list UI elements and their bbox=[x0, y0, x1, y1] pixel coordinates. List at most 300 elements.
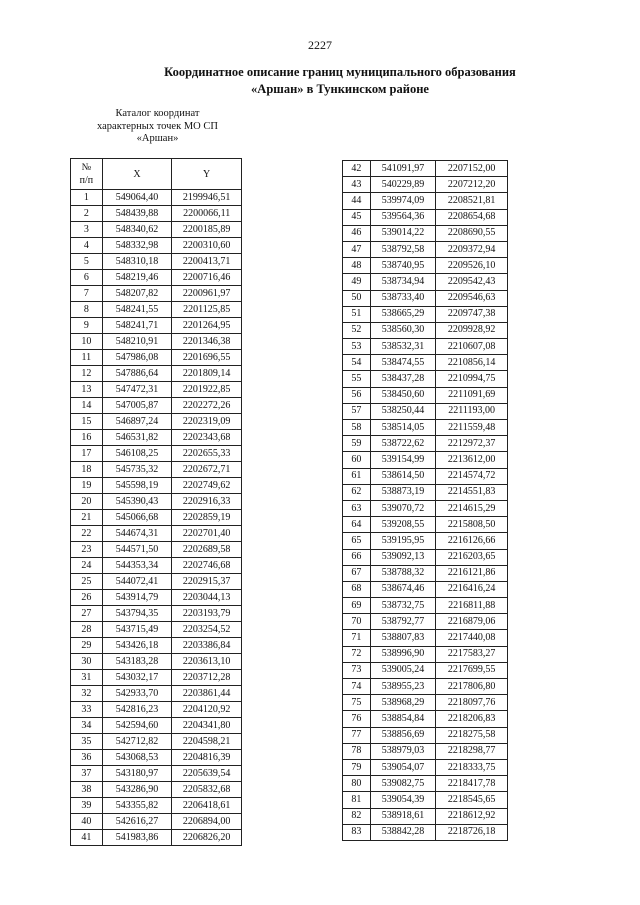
table-row bbox=[71, 430, 242, 446]
x-coordinate-cell: 539070,72 bbox=[370, 500, 436, 516]
point-number-cell: 30 bbox=[71, 654, 103, 670]
point-number-cell: 50 bbox=[343, 290, 371, 306]
point-number-cell: 19 bbox=[71, 478, 103, 494]
table-row bbox=[71, 606, 242, 622]
x-coordinate-cell: 546531,82 bbox=[102, 430, 172, 446]
y-coordinate-cell: 2218545,65 bbox=[436, 792, 508, 808]
caption-line-1: Каталог координат bbox=[115, 108, 200, 119]
x-coordinate-cell: 546897,24 bbox=[102, 414, 172, 430]
x-coordinate-cell: 544353,34 bbox=[102, 558, 172, 574]
table-row bbox=[343, 727, 508, 743]
x-coordinate-cell: 549064,40 bbox=[102, 190, 172, 206]
y-coordinate-cell: 2211559,48 bbox=[436, 420, 508, 436]
point-number-cell: 40 bbox=[71, 814, 103, 830]
x-coordinate-cell: 539005,24 bbox=[370, 662, 436, 678]
y-coordinate-cell: 2216416,24 bbox=[436, 581, 508, 597]
y-coordinate-cell: 2202749,62 bbox=[172, 478, 242, 494]
y-coordinate-cell: 2200413,71 bbox=[172, 254, 242, 270]
y-coordinate-cell: 2201346,38 bbox=[172, 334, 242, 350]
coordinates-table-left bbox=[70, 158, 242, 846]
column-header-number-line2: п/п bbox=[79, 175, 94, 186]
x-coordinate-cell: 538792,77 bbox=[370, 614, 436, 630]
x-coordinate-cell: 538474,55 bbox=[370, 355, 436, 371]
x-coordinate-cell: 543355,82 bbox=[102, 798, 172, 814]
point-number-cell: 8 bbox=[71, 302, 103, 318]
point-number-cell: 58 bbox=[343, 420, 371, 436]
point-number-cell: 12 bbox=[71, 366, 103, 382]
x-coordinate-cell: 540229,89 bbox=[370, 177, 436, 193]
x-coordinate-cell: 538437,28 bbox=[370, 371, 436, 387]
table-row bbox=[343, 468, 508, 484]
table-row bbox=[343, 225, 508, 241]
point-number-cell: 71 bbox=[343, 630, 371, 646]
y-coordinate-cell: 2218726,18 bbox=[436, 824, 508, 840]
x-coordinate-cell: 538788,32 bbox=[370, 565, 436, 581]
point-number-cell: 14 bbox=[71, 398, 103, 414]
table-row bbox=[343, 808, 508, 824]
x-coordinate-cell: 538665,29 bbox=[370, 306, 436, 322]
x-coordinate-cell: 548241,55 bbox=[102, 302, 172, 318]
x-coordinate-cell: 538918,61 bbox=[370, 808, 436, 824]
y-coordinate-cell: 2210856,14 bbox=[436, 355, 508, 371]
table-row bbox=[71, 654, 242, 670]
x-coordinate-cell: 538674,46 bbox=[370, 581, 436, 597]
table-row bbox=[71, 414, 242, 430]
y-coordinate-cell: 2207152,00 bbox=[436, 161, 508, 177]
y-coordinate-cell: 2210607,08 bbox=[436, 339, 508, 355]
point-number-cell: 25 bbox=[71, 574, 103, 590]
table-row bbox=[343, 161, 508, 177]
y-coordinate-cell: 2203193,79 bbox=[172, 606, 242, 622]
y-coordinate-cell: 2202272,26 bbox=[172, 398, 242, 414]
table-row bbox=[343, 290, 508, 306]
x-coordinate-cell: 538450,60 bbox=[370, 387, 436, 403]
y-coordinate-cell: 2209747,38 bbox=[436, 306, 508, 322]
y-coordinate-cell: 2201922,85 bbox=[172, 382, 242, 398]
y-coordinate-cell: 2212972,37 bbox=[436, 436, 508, 452]
y-coordinate-cell: 2217806,80 bbox=[436, 679, 508, 695]
x-coordinate-cell: 542594,60 bbox=[102, 718, 172, 734]
table-body-right bbox=[343, 161, 508, 841]
x-coordinate-cell: 538740,95 bbox=[370, 258, 436, 274]
table-row bbox=[343, 565, 508, 581]
x-coordinate-cell: 538842,28 bbox=[370, 824, 436, 840]
x-coordinate-cell: 547005,87 bbox=[102, 398, 172, 414]
x-coordinate-cell: 538733,40 bbox=[370, 290, 436, 306]
point-number-cell: 49 bbox=[343, 274, 371, 290]
x-coordinate-cell: 539054,07 bbox=[370, 759, 436, 775]
x-coordinate-cell: 539195,95 bbox=[370, 533, 436, 549]
x-coordinate-cell: 538996,90 bbox=[370, 646, 436, 662]
x-coordinate-cell: 538560,30 bbox=[370, 322, 436, 338]
point-number-cell: 32 bbox=[71, 686, 103, 702]
table-row bbox=[71, 462, 242, 478]
point-number-cell: 69 bbox=[343, 598, 371, 614]
x-coordinate-cell: 538734,94 bbox=[370, 274, 436, 290]
point-number-cell: 36 bbox=[71, 750, 103, 766]
table-row bbox=[343, 743, 508, 759]
column-header-number-line1: № bbox=[81, 162, 92, 173]
x-coordinate-cell: 538854,84 bbox=[370, 711, 436, 727]
page-number: 2227 bbox=[308, 38, 332, 52]
caption-line-2: характерных точек МО СП bbox=[97, 120, 218, 132]
table-row bbox=[71, 254, 242, 270]
table-row bbox=[71, 622, 242, 638]
point-number-cell: 61 bbox=[343, 468, 371, 484]
table-row bbox=[71, 574, 242, 590]
x-coordinate-cell: 543715,49 bbox=[102, 622, 172, 638]
table-header-row bbox=[71, 159, 242, 190]
point-number-cell: 74 bbox=[343, 679, 371, 695]
y-coordinate-cell: 2208521,81 bbox=[436, 193, 508, 209]
column-header-number bbox=[71, 159, 103, 190]
y-coordinate-cell: 2209526,10 bbox=[436, 258, 508, 274]
x-coordinate-cell: 539564,36 bbox=[370, 209, 436, 225]
x-coordinate-cell: 542816,23 bbox=[102, 702, 172, 718]
x-coordinate-cell: 548219,46 bbox=[102, 270, 172, 286]
x-coordinate-cell: 543914,79 bbox=[102, 590, 172, 606]
table-row bbox=[71, 510, 242, 526]
y-coordinate-cell: 2216203,65 bbox=[436, 549, 508, 565]
x-coordinate-cell: 546108,25 bbox=[102, 446, 172, 462]
x-coordinate-cell: 543180,97 bbox=[102, 766, 172, 782]
x-coordinate-cell: 548241,71 bbox=[102, 318, 172, 334]
x-coordinate-cell: 538614,50 bbox=[370, 468, 436, 484]
point-number-cell: 80 bbox=[343, 776, 371, 792]
table-body-left bbox=[71, 190, 242, 846]
x-coordinate-cell: 539082,75 bbox=[370, 776, 436, 792]
point-number-cell: 37 bbox=[71, 766, 103, 782]
point-number-cell: 15 bbox=[71, 414, 103, 430]
point-number-cell: 62 bbox=[343, 484, 371, 500]
y-coordinate-cell: 2217440,08 bbox=[436, 630, 508, 646]
point-number-cell: 21 bbox=[71, 510, 103, 526]
y-coordinate-cell: 2206418,61 bbox=[172, 798, 242, 814]
x-coordinate-cell: 539054,39 bbox=[370, 792, 436, 808]
point-number-cell: 1 bbox=[71, 190, 103, 206]
table-row bbox=[343, 484, 508, 500]
y-coordinate-cell: 2202915,37 bbox=[172, 574, 242, 590]
caption-line-3: «Аршан» bbox=[136, 133, 179, 144]
point-number-cell: 5 bbox=[71, 254, 103, 270]
table-row bbox=[71, 334, 242, 350]
table-row bbox=[71, 638, 242, 654]
y-coordinate-cell: 2201696,55 bbox=[172, 350, 242, 366]
y-coordinate-cell: 2202343,68 bbox=[172, 430, 242, 446]
y-coordinate-cell: 2218097,76 bbox=[436, 695, 508, 711]
point-number-cell: 44 bbox=[343, 193, 371, 209]
x-coordinate-cell: 542712,82 bbox=[102, 734, 172, 750]
table-row bbox=[343, 662, 508, 678]
table-row bbox=[343, 241, 508, 257]
x-coordinate-cell: 539154,99 bbox=[370, 452, 436, 468]
table-row bbox=[343, 630, 508, 646]
y-coordinate-cell: 2204120,92 bbox=[172, 702, 242, 718]
coordinates-table-right bbox=[342, 160, 508, 841]
point-number-cell: 11 bbox=[71, 350, 103, 366]
point-number-cell: 18 bbox=[71, 462, 103, 478]
table-row bbox=[343, 371, 508, 387]
x-coordinate-cell: 547986,08 bbox=[102, 350, 172, 366]
table-row bbox=[71, 686, 242, 702]
y-coordinate-cell: 2210994,75 bbox=[436, 371, 508, 387]
y-coordinate-cell: 2216879,06 bbox=[436, 614, 508, 630]
x-coordinate-cell: 545735,32 bbox=[102, 462, 172, 478]
y-coordinate-cell: 2208690,55 bbox=[436, 225, 508, 241]
x-coordinate-cell: 538514,05 bbox=[370, 420, 436, 436]
document-title bbox=[100, 64, 580, 98]
x-coordinate-cell: 539208,55 bbox=[370, 517, 436, 533]
point-number-cell: 47 bbox=[343, 241, 371, 257]
point-number-cell: 75 bbox=[343, 695, 371, 711]
y-coordinate-cell: 2205639,54 bbox=[172, 766, 242, 782]
x-coordinate-cell: 539974,09 bbox=[370, 193, 436, 209]
x-coordinate-cell: 538856,69 bbox=[370, 727, 436, 743]
x-coordinate-cell: 544674,31 bbox=[102, 526, 172, 542]
point-number-cell: 63 bbox=[343, 500, 371, 516]
x-coordinate-cell: 545598,19 bbox=[102, 478, 172, 494]
point-number-cell: 24 bbox=[71, 558, 103, 574]
point-number-cell: 29 bbox=[71, 638, 103, 654]
table-row bbox=[71, 350, 242, 366]
table-row bbox=[71, 446, 242, 462]
y-coordinate-cell: 2213612,00 bbox=[436, 452, 508, 468]
y-coordinate-cell: 2215808,50 bbox=[436, 517, 508, 533]
y-coordinate-cell: 2216811,88 bbox=[436, 598, 508, 614]
y-coordinate-cell: 2211091,69 bbox=[436, 387, 508, 403]
table-row bbox=[71, 382, 242, 398]
y-coordinate-cell: 2207212,20 bbox=[436, 177, 508, 193]
x-coordinate-cell: 538722,62 bbox=[370, 436, 436, 452]
table-row bbox=[343, 387, 508, 403]
x-coordinate-cell: 538979,03 bbox=[370, 743, 436, 759]
x-coordinate-cell: 543286,90 bbox=[102, 782, 172, 798]
x-coordinate-cell: 538732,75 bbox=[370, 598, 436, 614]
table-row bbox=[71, 238, 242, 254]
point-number-cell: 23 bbox=[71, 542, 103, 558]
point-number-cell: 54 bbox=[343, 355, 371, 371]
point-number-cell: 16 bbox=[71, 430, 103, 446]
x-coordinate-cell: 547886,64 bbox=[102, 366, 172, 382]
point-number-cell: 27 bbox=[71, 606, 103, 622]
point-number-cell: 76 bbox=[343, 711, 371, 727]
point-number-cell: 51 bbox=[343, 306, 371, 322]
point-number-cell: 42 bbox=[343, 161, 371, 177]
y-coordinate-cell: 2202689,58 bbox=[172, 542, 242, 558]
point-number-cell: 46 bbox=[343, 225, 371, 241]
y-coordinate-cell: 2209928,92 bbox=[436, 322, 508, 338]
x-coordinate-cell: 539014,22 bbox=[370, 225, 436, 241]
y-coordinate-cell: 2203861,44 bbox=[172, 686, 242, 702]
y-coordinate-cell: 2201125,85 bbox=[172, 302, 242, 318]
x-coordinate-cell: 538250,44 bbox=[370, 403, 436, 419]
point-number-cell: 43 bbox=[343, 177, 371, 193]
point-number-cell: 82 bbox=[343, 808, 371, 824]
x-coordinate-cell: 548207,82 bbox=[102, 286, 172, 302]
x-coordinate-cell: 538807,83 bbox=[370, 630, 436, 646]
y-coordinate-cell: 2201809,14 bbox=[172, 366, 242, 382]
title-line-2: «Аршан» в Тункинском районе bbox=[251, 82, 429, 96]
table-row bbox=[71, 702, 242, 718]
table-row bbox=[343, 339, 508, 355]
table-row bbox=[343, 598, 508, 614]
table-row bbox=[71, 830, 242, 846]
table-row bbox=[71, 734, 242, 750]
y-coordinate-cell: 2202701,40 bbox=[172, 526, 242, 542]
y-coordinate-cell: 2218275,58 bbox=[436, 727, 508, 743]
point-number-cell: 17 bbox=[71, 446, 103, 462]
point-number-cell: 26 bbox=[71, 590, 103, 606]
point-number-cell: 52 bbox=[343, 322, 371, 338]
point-number-cell: 60 bbox=[343, 452, 371, 468]
y-coordinate-cell: 2218417,78 bbox=[436, 776, 508, 792]
y-coordinate-cell: 2209542,43 bbox=[436, 274, 508, 290]
y-coordinate-cell: 2211193,00 bbox=[436, 403, 508, 419]
point-number-cell: 28 bbox=[71, 622, 103, 638]
table-row bbox=[71, 814, 242, 830]
x-coordinate-cell: 543183,28 bbox=[102, 654, 172, 670]
point-number-cell: 70 bbox=[343, 614, 371, 630]
point-number-cell: 48 bbox=[343, 258, 371, 274]
y-coordinate-cell: 2204341,80 bbox=[172, 718, 242, 734]
point-number-cell: 2 bbox=[71, 206, 103, 222]
table-row bbox=[343, 274, 508, 290]
table-row bbox=[71, 478, 242, 494]
point-number-cell: 53 bbox=[343, 339, 371, 355]
y-coordinate-cell: 2202319,09 bbox=[172, 414, 242, 430]
table-row bbox=[71, 590, 242, 606]
point-number-cell: 22 bbox=[71, 526, 103, 542]
y-coordinate-cell: 2202672,71 bbox=[172, 462, 242, 478]
x-coordinate-cell: 543794,35 bbox=[102, 606, 172, 622]
point-number-cell: 81 bbox=[343, 792, 371, 808]
y-coordinate-cell: 2218612,92 bbox=[436, 808, 508, 824]
y-coordinate-cell: 2203712,28 bbox=[172, 670, 242, 686]
x-coordinate-cell: 548310,18 bbox=[102, 254, 172, 270]
table-row bbox=[343, 322, 508, 338]
point-number-cell: 31 bbox=[71, 670, 103, 686]
y-coordinate-cell: 2209546,63 bbox=[436, 290, 508, 306]
point-number-cell: 56 bbox=[343, 387, 371, 403]
point-number-cell: 64 bbox=[343, 517, 371, 533]
x-coordinate-cell: 547472,31 bbox=[102, 382, 172, 398]
table-row bbox=[71, 190, 242, 206]
table-row bbox=[71, 302, 242, 318]
x-coordinate-cell: 542616,27 bbox=[102, 814, 172, 830]
table-row bbox=[343, 824, 508, 840]
x-coordinate-cell: 548332,98 bbox=[102, 238, 172, 254]
x-coordinate-cell: 548439,88 bbox=[102, 206, 172, 222]
table-row bbox=[343, 452, 508, 468]
y-coordinate-cell: 2200185,89 bbox=[172, 222, 242, 238]
y-coordinate-cell: 2200716,46 bbox=[172, 270, 242, 286]
table-row bbox=[343, 549, 508, 565]
table-row bbox=[71, 270, 242, 286]
y-coordinate-cell: 2202859,19 bbox=[172, 510, 242, 526]
point-number-cell: 66 bbox=[343, 549, 371, 565]
table-row bbox=[71, 398, 242, 414]
table-row bbox=[71, 542, 242, 558]
table-row bbox=[71, 670, 242, 686]
y-coordinate-cell: 2214551,83 bbox=[436, 484, 508, 500]
point-number-cell: 73 bbox=[343, 662, 371, 678]
x-coordinate-cell: 544571,50 bbox=[102, 542, 172, 558]
y-coordinate-cell: 2203386,84 bbox=[172, 638, 242, 654]
x-coordinate-cell: 548340,62 bbox=[102, 222, 172, 238]
table-row bbox=[343, 306, 508, 322]
y-coordinate-cell: 2218206,83 bbox=[436, 711, 508, 727]
x-coordinate-cell: 545390,43 bbox=[102, 494, 172, 510]
table-row bbox=[343, 500, 508, 516]
table-row bbox=[71, 526, 242, 542]
y-coordinate-cell: 2216126,66 bbox=[436, 533, 508, 549]
point-number-cell: 57 bbox=[343, 403, 371, 419]
y-coordinate-cell: 2216121,86 bbox=[436, 565, 508, 581]
point-number-cell: 6 bbox=[71, 270, 103, 286]
y-coordinate-cell: 2204598,21 bbox=[172, 734, 242, 750]
point-number-cell: 55 bbox=[343, 371, 371, 387]
point-number-cell: 83 bbox=[343, 824, 371, 840]
x-coordinate-cell: 538955,23 bbox=[370, 679, 436, 695]
table-row bbox=[343, 436, 508, 452]
point-number-cell: 20 bbox=[71, 494, 103, 510]
y-coordinate-cell: 2214615,29 bbox=[436, 500, 508, 516]
point-number-cell: 79 bbox=[343, 759, 371, 775]
table-row bbox=[71, 494, 242, 510]
x-coordinate-cell: 538968,29 bbox=[370, 695, 436, 711]
x-coordinate-cell: 548210,91 bbox=[102, 334, 172, 350]
y-coordinate-cell: 2208654,68 bbox=[436, 209, 508, 225]
x-coordinate-cell: 541091,97 bbox=[370, 161, 436, 177]
table-row bbox=[71, 286, 242, 302]
point-number-cell: 78 bbox=[343, 743, 371, 759]
x-coordinate-cell: 541983,86 bbox=[102, 830, 172, 846]
column-header-y: Y bbox=[172, 159, 242, 190]
y-coordinate-cell: 2203044,13 bbox=[172, 590, 242, 606]
y-coordinate-cell: 2218298,77 bbox=[436, 743, 508, 759]
point-number-cell: 35 bbox=[71, 734, 103, 750]
point-number-cell: 65 bbox=[343, 533, 371, 549]
point-number-cell: 3 bbox=[71, 222, 103, 238]
table-row bbox=[71, 318, 242, 334]
point-number-cell: 38 bbox=[71, 782, 103, 798]
x-coordinate-cell: 544072,41 bbox=[102, 574, 172, 590]
x-coordinate-cell: 538873,19 bbox=[370, 484, 436, 500]
x-coordinate-cell: 538792,58 bbox=[370, 241, 436, 257]
table-row bbox=[343, 533, 508, 549]
y-coordinate-cell: 2206894,00 bbox=[172, 814, 242, 830]
y-coordinate-cell: 2200961,97 bbox=[172, 286, 242, 302]
point-number-cell: 41 bbox=[71, 830, 103, 846]
table-row bbox=[343, 258, 508, 274]
table-row bbox=[71, 558, 242, 574]
table-row bbox=[343, 792, 508, 808]
table-row bbox=[71, 366, 242, 382]
table-caption bbox=[70, 108, 245, 146]
table-row bbox=[343, 355, 508, 371]
table-row bbox=[71, 766, 242, 782]
x-coordinate-cell: 543032,17 bbox=[102, 670, 172, 686]
x-coordinate-cell: 542933,70 bbox=[102, 686, 172, 702]
point-number-cell: 34 bbox=[71, 718, 103, 734]
table-row bbox=[71, 206, 242, 222]
point-number-cell: 45 bbox=[343, 209, 371, 225]
y-coordinate-cell: 2201264,95 bbox=[172, 318, 242, 334]
point-number-cell: 4 bbox=[71, 238, 103, 254]
point-number-cell: 39 bbox=[71, 798, 103, 814]
table-row bbox=[71, 718, 242, 734]
point-number-cell: 33 bbox=[71, 702, 103, 718]
